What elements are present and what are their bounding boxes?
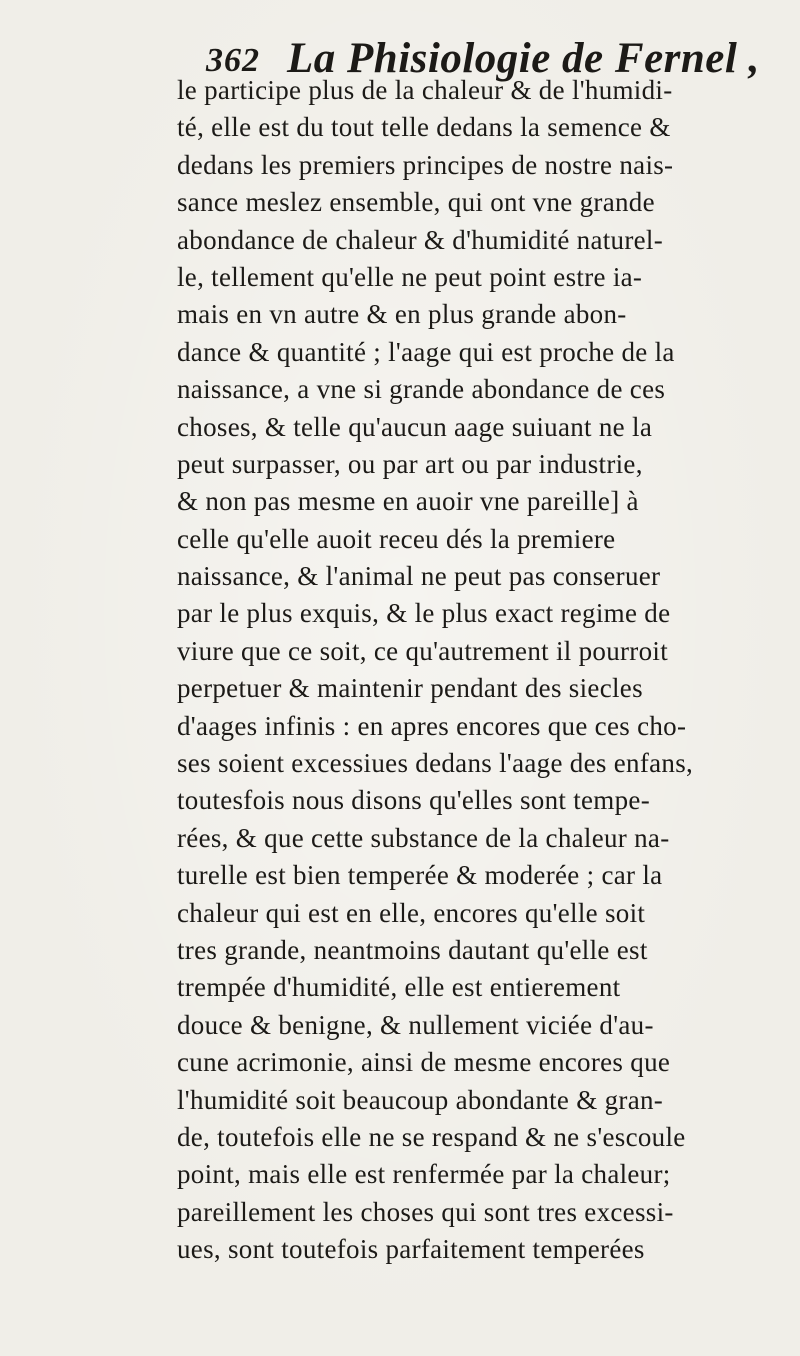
text-line: de, toutefois elle ne se respand & ne s'escoule (177, 1121, 686, 1152)
text-line: turelle est bien temperée & moderée ; car la (177, 860, 663, 891)
text-line: trempée d'humidité, elle est entierement (177, 972, 621, 1003)
text-line: le participe plus de la chaleur & de l'humidi- (177, 75, 673, 105)
text-line: douce & benigne, & nullement viciée d'au- (177, 1009, 654, 1040)
text-line: té, elle est du tout telle dedans la semence & (177, 112, 671, 143)
text-line: abondance de chaleur & d'humidité naturel- (177, 224, 664, 255)
text-line: l'humidité soit beaucoup abondante & gran- (177, 1084, 664, 1115)
text-line: chaleur qui est en elle, encores qu'elle soit (177, 897, 646, 928)
running-title: La Phisiologie de Fernel , (287, 35, 760, 82)
text-line: choses, & telle qu'aucun aage suiuant ne la (177, 411, 653, 442)
text-line: celle qu'elle auoit receu dés la premiere (177, 523, 616, 554)
text-line: sance meslez ensemble, qui ont vne grande (177, 187, 655, 218)
text-line: rées, & que cette substance de la chaleur na- (177, 822, 670, 853)
text-line: dedans les premiers principes de nostre nais- (177, 149, 674, 180)
text-line: peut surpasser, ou par art ou par industrie, (177, 448, 643, 479)
text-line: par le plus exquis, & le plus exact regime de (177, 598, 671, 629)
text-line: toutesfois nous disons qu'elles sont tempe- (177, 785, 650, 816)
text-line: ses soient excessiues dedans l'aage des enfans, (177, 748, 694, 779)
text-line: naissance, a vne si grande abondance de ces (177, 374, 666, 405)
text-line: mais en vn autre & en plus grande abon- (177, 299, 627, 330)
text-line: dance & quantité ; l'aage qui est proche de la (177, 336, 675, 367)
text-line: & non pas mesme en auoir vne pareille] à (177, 486, 639, 517)
text-line: cune acrimonie, ainsi de mesme encores que (177, 1047, 671, 1078)
text-line: viure que ce soit, ce qu'autrement il pourroit (177, 635, 669, 666)
text-line: tres grande, neantmoins dautant qu'elle est (177, 934, 648, 965)
text-line: pareillement les choses qui sont tres excessi- (177, 1196, 674, 1227)
body-text (177, 72, 797, 1269)
text-line: d'aages infinis : en apres encores que ces cho- (177, 710, 687, 741)
text-line: perpetuer & maintenir pendant des siecles (177, 673, 643, 704)
text-line: point, mais elle est renfermée par la chaleur; (177, 1159, 671, 1190)
page-number: 362 (206, 42, 260, 79)
text-line: le, tellement qu'elle ne peut point estre ia- (177, 261, 643, 292)
text-line: ues, sont toutefois parfaitement temperées (177, 1234, 645, 1265)
text-line: naissance, & l'animal ne peut pas conseruer (177, 561, 661, 592)
